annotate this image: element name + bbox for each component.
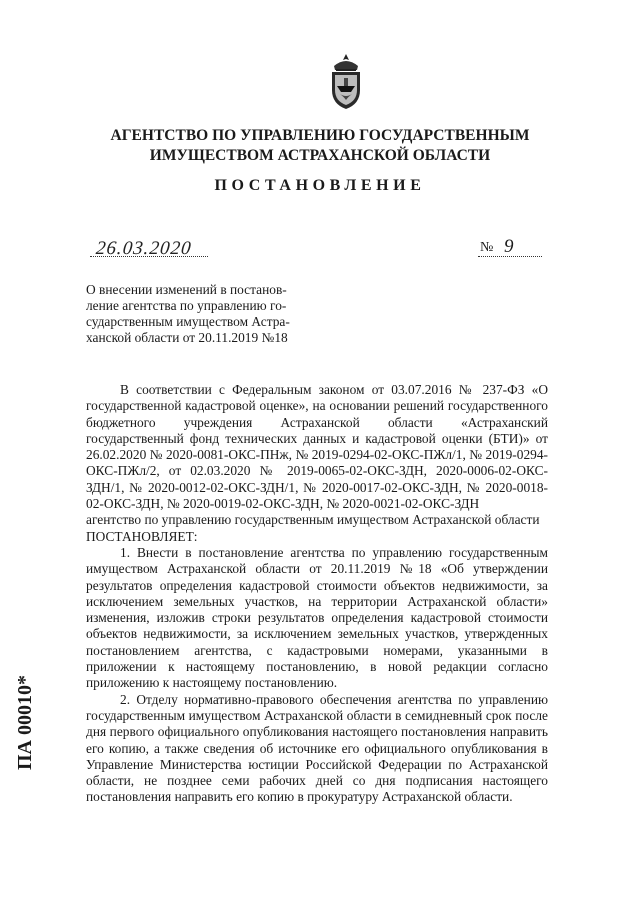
agency-title-line1: АГЕНТСТВО ПО УПРАВЛЕНИЮ ГОСУДАРСТВЕННЫМ [110,127,530,144]
coat-of-arms-icon [326,52,366,112]
item-2-paragraph: 2. Отделу нормативно-правового обеспечения агентства по управлению государственным имуществом Астраханской области в семидневный срок после дня первого официального опубликования настоящего постановления направить его копию, а также сведения об источнике его официального опубликования в Управление Министерства юстиции Российской Федерации по Астраханской области, не позднее семи рабочих дней со дня подписания настоящего постановления направить его копию в прокуратуру Астраханской области. [86,691,548,805]
subject-line: ление агентства по управлению го- [86,298,287,313]
document-kind: ПОСТАНОВЛЕНИЕ [214,177,426,194]
subject-line: ханской области от 20.11.2019 №18 [86,330,288,345]
number-underline [478,256,542,257]
document-subject [86,282,316,346]
document-body [86,382,548,806]
subject-line: О внесении изменений в постанов- [86,282,287,297]
subject-line: сударственным имуществом Астра- [86,314,290,329]
item-1-paragraph: 1. Внести в постановление агентства по управлению государственным имуществом Астраханской области от 20.11.2019 №18 «Об утверждении результатов определения кадастровой стоимости объектов недвижимости, за исключением земельных участков, на территории Астраханской области» изменения, изложив строки результатов определения кадастровой стоимости объектов недвижимости, за исключением земельных участков, утвержденных постановлением агентства, с кадастровыми номерами, указанными в приложении к настоящему постановлению, в новой редакции согласно приложению к настоящему постановлению. [86,544,548,691]
agency-title-line2: ИМУЩЕСТВОМ АСТРАХАНСКОЙ ОБЛАСТИ [149,147,491,164]
agency-line: агентство по управлению государственным имуществом Астраханской области [86,512,540,528]
resolves-heading: ПОСТАНОВЛЯЕТ: [86,528,198,544]
intro-paragraph: В соответствии с Федеральным законом от 03.07.2016 № 237-ФЗ «О государственной кадастровой оценке», на основании решений государственного бюджетного учреждения Астраханской области «Астраханский государственный фонд технических данных и кадастровой оценки (БТИ)» от 26.02.2020 № 2020-0081-ОКС-ПНж, № 2019-0294-02-ОКС-ПЖл/1, № 2019-0294-ОКС-ПЖл/2, от 02.03.2020 № 2019-0065-02-ОКС-ЗДН, 2020-0006-02-ОКС-ЗДН/1, № 2020-0012-02-ОКС-ЗДН/1, № 2020-0017-02-ОКС-ЗДН, № 2020-0018-02-ОКС-ЗДН, № 2020-0019-02-ОКС-ЗДН, № 2020-0021-02-ОКС-ЗДН [86,382,548,512]
document-number: 9 [504,236,514,257]
side-registration-stamp: ПА 00010* [14,675,36,770]
date-underline [90,256,208,257]
number-label: № [480,240,494,255]
document-date: 26.03.2020 [94,238,193,259]
